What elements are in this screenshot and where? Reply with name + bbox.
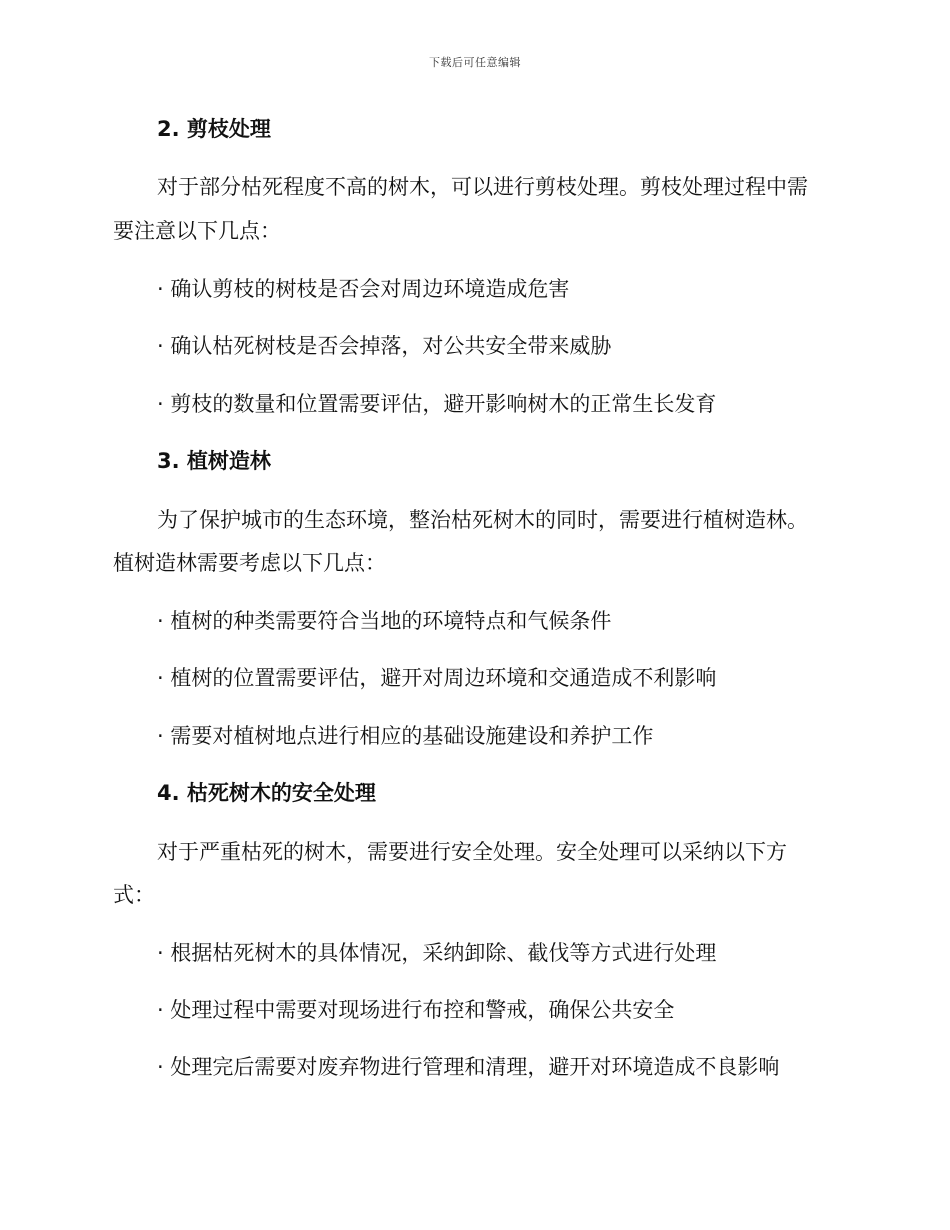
bullet-item: · 需要对植树地点进行相应的基础设施建设和养护工作 [157,724,654,748]
paragraph-line: 对于严重枯死的树木，需要进行安全处理。安全处理可以采纳以下方 [157,840,787,864]
paragraph-line: 对于部分枯死程度不高的树木，可以进行剪枝处理。剪枝处理过程中需 [157,175,808,199]
bullet-item: · 处理完后需要对废弃物进行管理和清理，避开对环境造成不良影响 [157,1055,780,1079]
section-heading: 4. 枯死树木的安全处理 [157,781,376,805]
paragraph-line: 为了保护城市的生态环境，整治枯死树木的同时，需要进行植树造林。 [157,508,808,532]
bullet-item: · 确认枯死树枝是否会掉落，对公共安全带来威胁 [157,334,612,358]
bullet-item: · 植树的位置需要评估，避开对周边环境和交通造成不利影响 [157,666,717,690]
bullet-item: · 确认剪枝的树枝是否会对周边环境造成危害 [157,277,570,301]
bullet-item: · 根据枯死树木的具体情况，采纳卸除、截伐等方式进行处理 [157,941,717,965]
section-heading: 3. 植树造林 [157,449,271,473]
section-heading: 2. 剪枝处理 [157,117,271,141]
bullet-item: · 剪枝的数量和位置需要评估，避开影响树木的正常生长发育 [157,392,717,416]
paragraph-line: 要注意以下几点： [113,219,281,243]
paragraph-line: 式： [113,883,155,907]
bullet-item: · 处理过程中需要对现场进行布控和警戒，确保公共安全 [157,998,675,1022]
bullet-item: · 植树的种类需要符合当地的环境特点和气候条件 [157,609,612,633]
paragraph-line: 植树造林需要考虑以下几点： [113,551,386,575]
page-header: 下载后可任意编辑 [429,56,521,69]
